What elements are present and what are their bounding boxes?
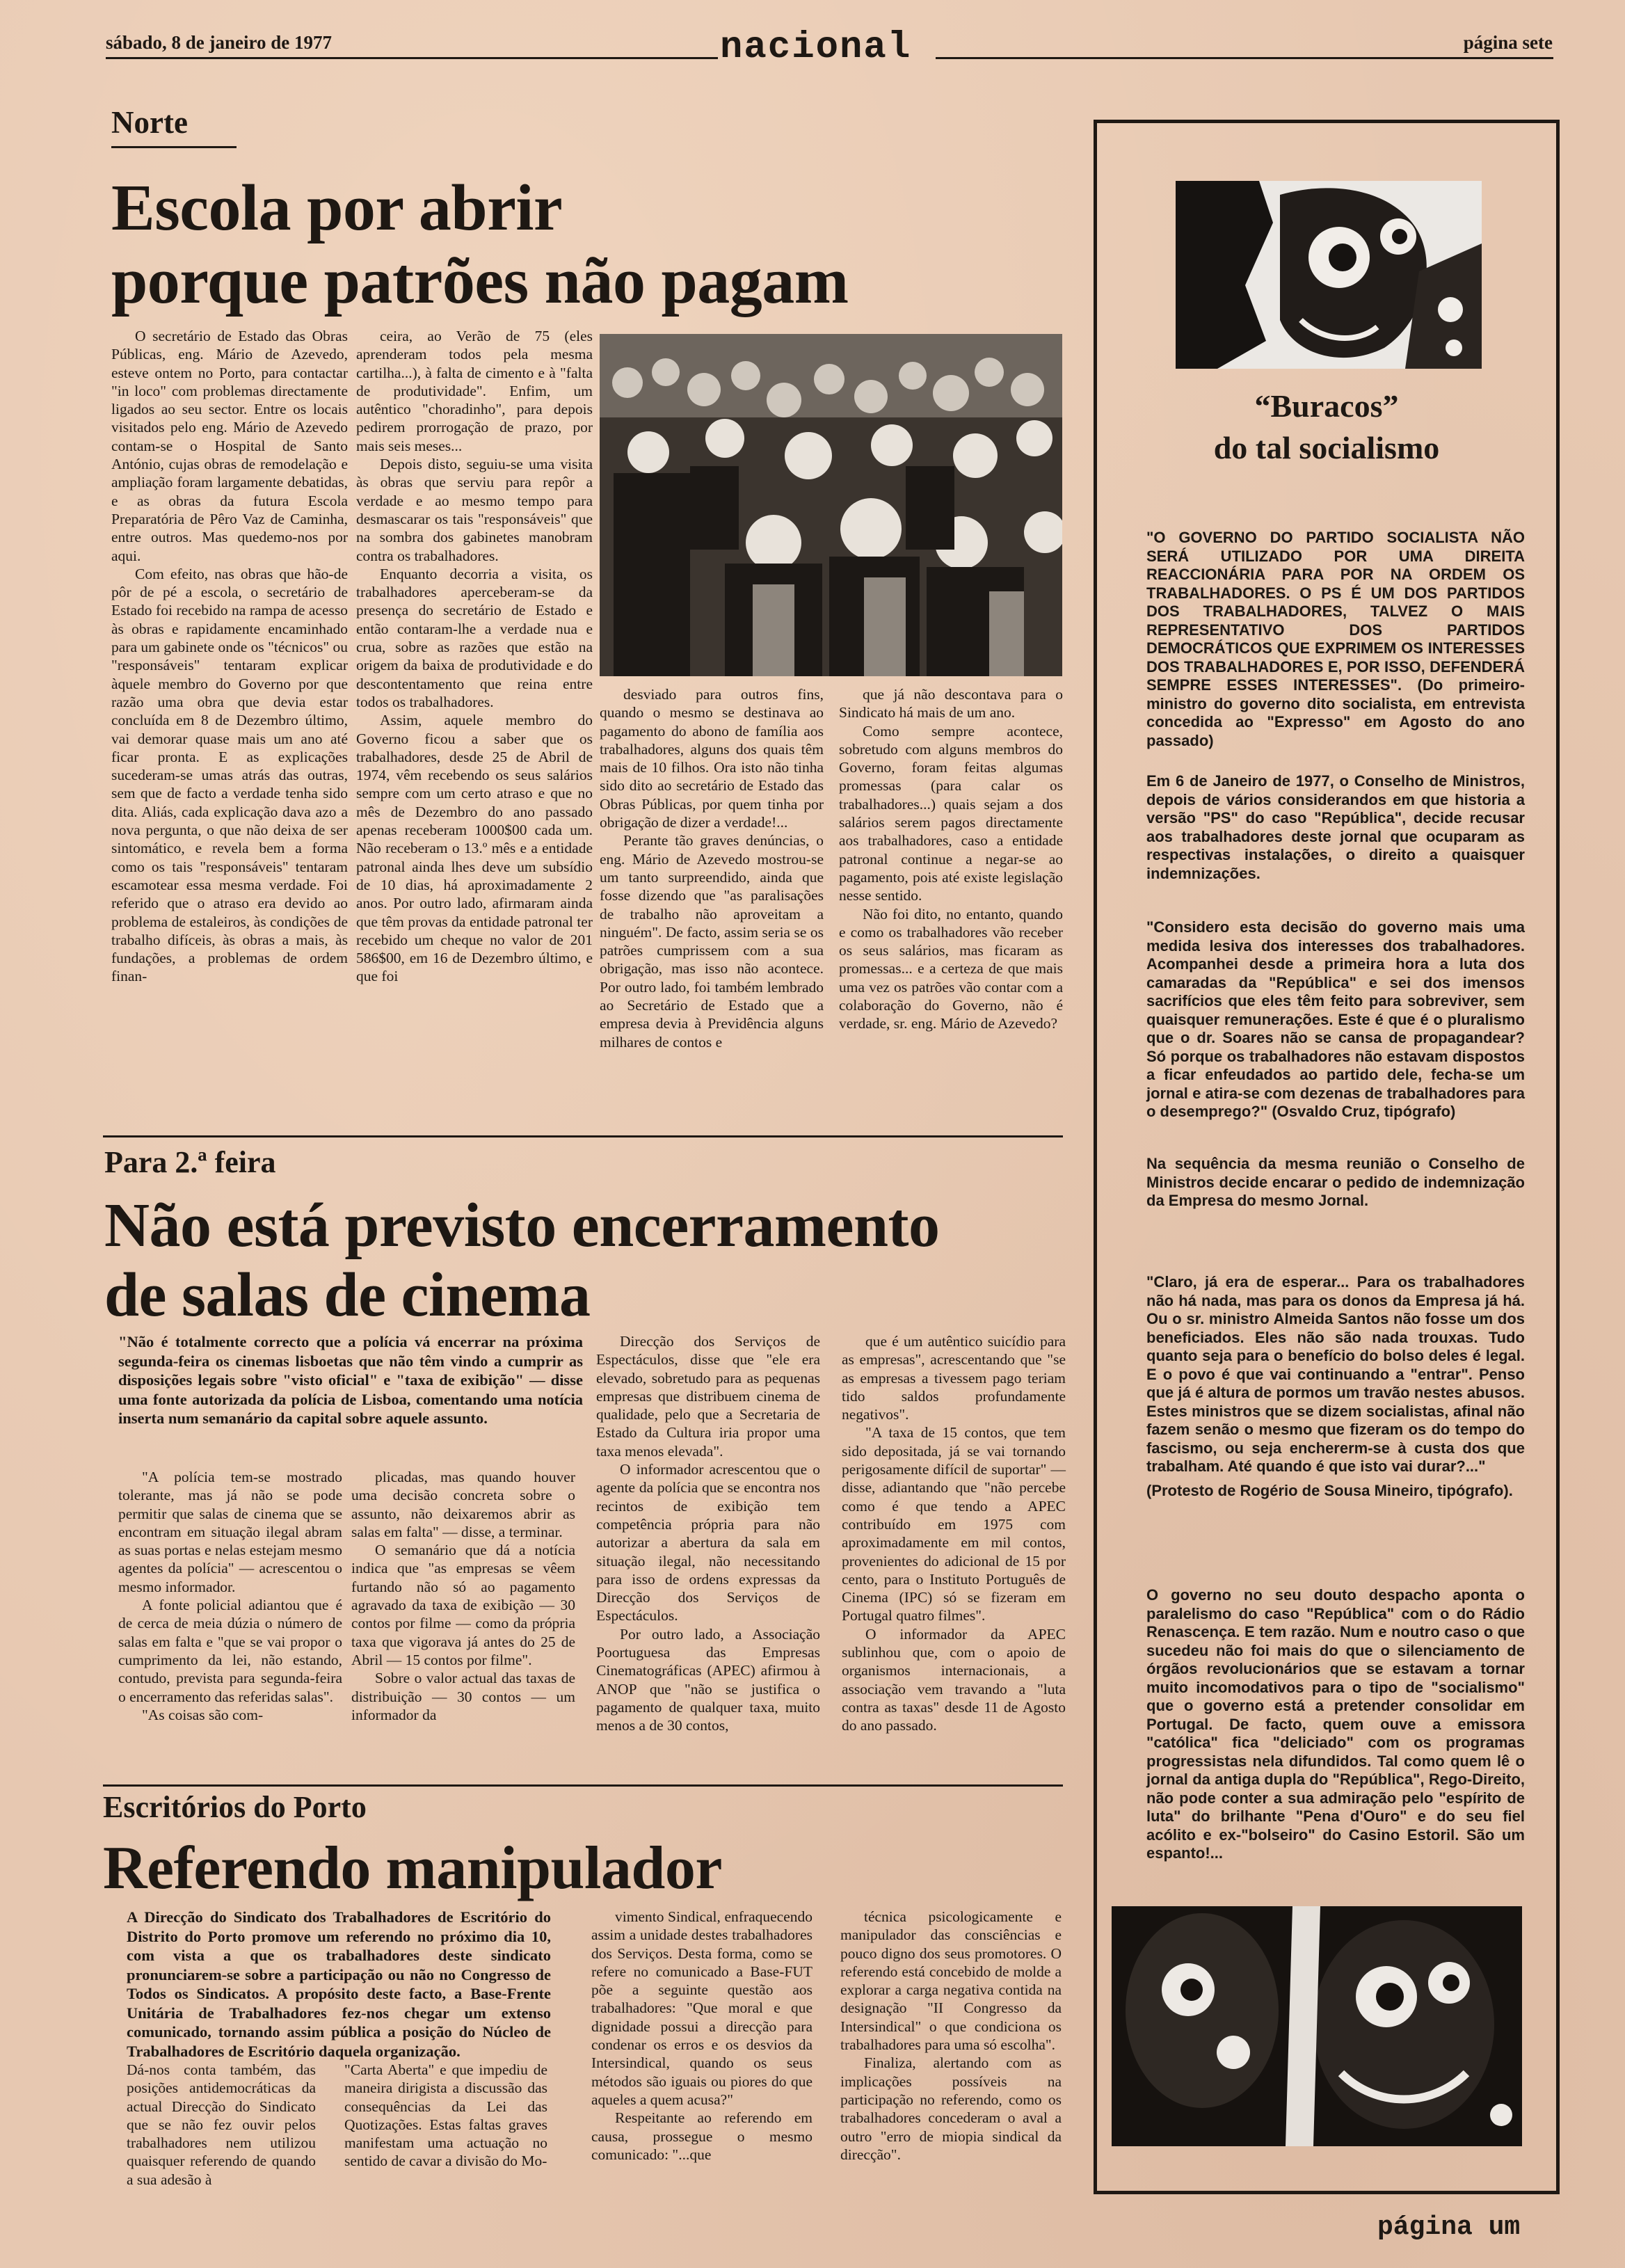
- cartoon-face-illustration: [1176, 181, 1482, 369]
- article1-column-2: ceira, ao Verão de 75 (eles aprenderam todos pela mesma cartilha...), à falta de cimento e à "falta de produtividade". Enfim, um autêntico "choradinho", para depois pedirem prorrogação de prazo, por mais seis meses... Depois disto, seguiu-se uma visita às obras que serviu para repôr a verdade e ao mesmo tempo para desmascarar os tais "responsáveis" que na sombra dos gabinetes manobram contra os trabalhadores. Enquanto decorria a visita, os trabalhadores aperceberam-se da presença do secretário de Estado e então contaram-lhe a verdade nua e crua, sobre as razões que estão na origem da baixa de produtividade e do descontentamento que reina entre todos os trabalhadores. Assim, aquele membro do Governo ficou a saber que os trabalhadores, desde 25 de Abril de 1974, vêm recebendo os seus salários sempre com um certo atraso e que no mês de Dezembro do ano passado apenas receberam 1000$00 cada um. Não receberam o 13.º mês e a entidade patronal ainda lhes deve um subsídio de 10 dias, há aproximadamente 2 anos. Por outro lado, afirmaram ainda que têm provas da entidade patronal ter recebido um cheque no valor de 201 586$00, em 16 de Dezembro último, e que foi: [356, 328, 593, 985]
- cartoon-face-icon: [1176, 181, 1482, 369]
- sidebar-title-line2: do tal socialismo: [1213, 430, 1440, 465]
- section-divider: [103, 1135, 1063, 1137]
- sidebar-paragraph-6: (Protesto de Rogério de Sousa Mineiro, tipógrafo).: [1146, 1482, 1513, 1499]
- article2-column-2: plicadas, mas quando houver uma decisão concreta sobre o assunto, não deixaremos abrir as salas em falta" — disse, a terminar. O semanário que dá a notícia indica que "as empresas se vêem furtando não só ao pagamento agravado da taxa de exibição — 30 contos por filme — como da própria taxa que vigorava já antes do 25 de Abril — 15 contos por filme". Sobre o valor actual das taxas de distribuição — 30 contos — um informador da: [351, 1469, 575, 1723]
- kicker-underline: [111, 146, 237, 148]
- article3-kicker: Escritórios do Porto: [103, 1790, 367, 1824]
- workers-photo: [600, 334, 1062, 676]
- sidebar-paragraph-2: Em 6 de Janeiro de 1977, o Conselho de Ministros, depois de vários considerandos em que historia a versão "PS" do caso "República", decide recusar aos trabalhadores deste jornal que ocuparam as respectivas instalações, o direito a quaisquer indemnizações.: [1146, 772, 1525, 882]
- sidebar-paragraph-7: O governo no seu douto despacho aponta o paralelismo do caso "República" com o do Rádio Renascença. E tem razão. Num e noutro caso o que sucedeu não foi mais do que o silenciamento de órgãos revolucionários que se estavam a tornar muito incomodativos para o tipo de "socialismo" que o governo está a pretender consolidar em Portugal. De facto, quem ouve a emissora "católica" fica "deliciado" com os programas progressistas nela difundidos. Tal como quem lê o jornal da antiga dupla do "República", Rego-Direito, não pode conter a sua admiração pelo "espírito de luta" do brilhante "Pena d'Ouro" e do seu fiel acólito e ex-"bolseiro" do Casino Estoril. São um espanto!...: [1146, 1586, 1525, 1862]
- article2-headline-line1: Não está previsto encerramento: [104, 1191, 940, 1260]
- sidebar-title-line1: “Buracos”: [1254, 388, 1399, 424]
- section-divider-2: [103, 1784, 1063, 1787]
- article2-column-3: Direcção dos Serviços de Espectáculos, disse que "ele era elevado, sobretudo para as pequenas empresas que distribuem cinema de qualidade, pelo que a Secretaria de Estado da Cultura iria propor uma taxa menos elevada". O informador acrescentou que o agente da polícia que se encontra nos recintos de exibição tem competência própria para não autorizar a abertura da sala em situação ilegal, não necessitando para isso de ordens expressas da Direcção dos Serviços de Espectáculos. Por outro lado, a Associação Poortuguesa das Empresas Cinematográficas (APEC) afirmou à ANOP que "não se justifica o pagamento de qualquer taxa, muito menos a de 30 contos,: [596, 1333, 820, 1734]
- cartoon-crowd-illustration: [1112, 1906, 1522, 2146]
- article3-column-2: "Carta Aberta" e que impediu de maneira dirigista a discussão das consequências da Lei das Quotizações. Estas faltas graves manifestam uma actuação no sentido de cavar a divisão do Mo-: [344, 2061, 547, 2170]
- article1-column-1: O secretário de Estado das Obras Públicas, eng. Mário de Azevedo, esteve ontem no Porto, para contactar "in loco" com problemas directamente ligados ao seu sector. Entre os locais visitados pelo eng. Mário de Azevedo contam-se o Hospital de Santo António, cujas obras de remodelação e ampliação foram largamente debatidas, e as obras da futura Escola Preparatória de Pêro Vaz de Caminha, entre outros. Mas quedemo-nos por aqui. Com efeito, nas obras que hão-de pôr de pé a escola, o secretário de Estado foi recebido na rampa de acesso às obras e rapidamente encaminhado para um gabinete onde os "técnicos" ou "responsáveis" tentaram explicar àquele membro do Governo por que razão uma obra que devia estar concluída em 8 de Dezembro último, vai demorar quase mais um ano até ficar pronta. E as explicações sucederam-se umas atrás das outras, sem que de facto a verdade tenha sido dita. Aliás, cada explicação dava azo a nova pergunta, o que não deixa de ser sintomático, e revela bem a forma como os tais "responsáveis" tentaram escamotear essa mesma verdade. Foi referido que o atraso era devido ao problema de estaleiros, às condições de trabalho difíceis, às obras a mais, às fundações, a problemas de ordem finan-: [111, 328, 348, 985]
- issue-date: sábado, 8 de janeiro de 1977: [106, 32, 333, 53]
- article3-column-4: técnica psicologicamente e manipulador das consciências e pouco digno dos seus promotores. O referendo está concebido de molde a explorar a carga negativa contida na designação "II Congresso da Intersindical" o que condiciona os trabalhadores para uma só escolha". Finaliza, alertando com as implicações possíveis na participação no referendo, como os trabalhadores concederam o aval a outro "erro de miopia sindical da direcção".: [840, 1908, 1062, 2163]
- article3-column-1: Dá-nos conta também, das posições antidemocráticas da actual Direcção do Sindicato que se não fez ouvir pelos trabalhadores nem utilizou quaisquer referendo de quando a sua adesão à: [127, 2061, 316, 2188]
- masthead-rule-right: [936, 57, 1553, 59]
- article2-column-4: que é um autêntico suicídio para as empresas", acrescentando que "se as empresas a tivessem pago teriam tido saldos profundamente negativos". "A taxa de 15 contos, que tem sido depositada, já se vai tornando perigosamente difícil de suportar" — disse, adiantando que "não percebe como é que tendo a APEC contribuído em 1975 com aproximadamente em mil contos, provenientes do adicional de 15 por cento, para o Instituto Português de Cinema (IPC) só se fizeram em Portugal quatro filmes". O informador da APEC sublinhou que, com o apoio de organismos internacionais, a associação vem travando a "luta contra as taxas" desde 11 de Agosto do ano passado.: [842, 1333, 1066, 1734]
- article3-lead: A Direcção do Sindicato dos Trabalhadores de Escritório do Distrito do Porto promove um referendo no próximo dia 10, com vista a que os trabalhadores deste sindicato pronunciarem-se sobre a participação ou não no Congresso de Todos os Sindicatos. A propósito deste facto, a Base-Frente Unitária de Trabalhadores fez-nos chegar um extenso comunicado, tornando assim pública a posição do Núcleo de Trabalhadores de Escritório daquela organização.: [127, 1908, 551, 2060]
- article3-headline: Referendo manipulador: [103, 1835, 722, 1902]
- sidebar-paragraph-3: "Considero esta decisão do governo mais uma medida lesiva dos interesses dos trabalhadores. Acompanhei desde a primeira hora a luta dos camaradas da "República" e sei dos imensos sacrifícios que eles têm feito para sobreviver, sem quaisquer remunerações. Este é que é o pluralismo que o dr. Soares não se cansa de propagandear? Só porque os trabalhadores não estavam dispostos a ficar enfeudados ao partido dele, fecha-se um jornal e atira-se com dezenas de trabalhadores para o desemprego?" (Osvaldo Cruz, tipógrafo): [1146, 918, 1525, 1120]
- sidebar-paragraph-5: "Claro, já era de esperar... Para os trabalhadores não há nada, mas para os donos da Empresa já há. Ou o sr. ministro Almeida Santos não fosse um dos beneficiados. Eles não são nada trouxas. Tudo quanto seja para o benefício do bolso deles é legal. E o povo é que vai continuando a "entrar". Penso que já é altura de pormos um travão nestes abusos. Estes ministros que se dizem socialistas, afinal não fazem senão o mesmo que fizeram os do tempo do fascismo, ou seja enchererm-se à custa dos que trabalham. Até quando é que isto vai durar?...": [1146, 1273, 1525, 1475]
- article1-headline-line1: Escola por abrir: [111, 172, 563, 244]
- crowd-photo-image: [600, 334, 1062, 676]
- masthead-rule-left: [106, 57, 718, 59]
- article2-kicker: Para 2.ª feira: [104, 1145, 276, 1179]
- article2-lead: "Não é totalmente correcto que a polícia vá encerrar na próxima segunda-feira os cinemas lisboetas que não têm vindo a cumprir as disposições legais sobre "visto oficial" e "taxa de exibição" — disse uma fonte autorizada da polícia de Lisboa, comentando uma notícia inserta num semanário da capital sobre aquele assunto.: [118, 1333, 583, 1427]
- sidebar-paragraph-4: Na sequência da mesma reunião o Conselho de Ministros decide encarar o pedido de indemnização da Empresa do mesmo Jornal.: [1146, 1155, 1525, 1209]
- article1-column-3: desviado para outros fins, quando o mesmo se destinava ao pagamento do abono de família aos trabalhadores, alguns dos quais têm mais de 10 filhos. Ora isto não tinha sido dito ao secretário de Estado das Obras Públicas, por quem tinha por obrigação de dizer a verdade!... Perante tão graves denúncias, o eng. Mário de Azevedo mostrou-se um tanto surpreendido, ainda que fosse dizendo que "as paralisações de trabalho não aproveitam a ninguém". De facto, assim seria se os patrões cumprissem com a sua obrigação, mas isso não acontece. Por outro lado, foi também lembrado ao Secretário de Estado que a empresa devia à Previdência alguns milhares de contos e: [600, 686, 824, 1051]
- article2-column-1: "A polícia tem-se mostrado tolerante, mas já não se pode permitir que salas de cinema que se encontram em situação ilegal abram as suas portas e nelas estejam mesmo agentes da polícia" — acrescentou o mesmo informador. A fonte policial adiantou que é de cerca de meia dúzia o número de salas em falta e "que se vai propor o cumprimento da lei, não estando, contudo, prevista para segunda-feira o encerramento das referidas salas". "As coisas são com-: [118, 1469, 342, 1723]
- article1-kicker: Norte: [111, 105, 188, 140]
- article1-column-4: que já não descontava para o Sindicato há mais de um ano. Como sempre acontece, sobretudo com alguns membros do Governo, foram feitas algumas promessas (para calar os trabalhadores...) quais sejam a dos salários serem pagos directamente aos trabalhadores, caso a entidade patronal continue a negar-se ao pagamento, pois até existe legislação nesse sentido. Não foi dito, no entanto, quando e como os trabalhadores vão receber os seus salários, mas ficaram as promessas... e a certeza de que mais uma vez os patrões vão contar com a colaboração do Governo, não é verdade, sr. eng. Mário de Azevedo?: [839, 686, 1063, 1032]
- page-number: página sete: [1463, 32, 1553, 53]
- continued-on-page-link[interactable]: página um: [1377, 2212, 1521, 2242]
- article2-headline-line2: de salas de cinema: [104, 1261, 591, 1329]
- cartoon-crowd-icon: [1112, 1906, 1522, 2146]
- section-title: nacional: [720, 26, 912, 69]
- sidebar-quote: "O GOVERNO DO PARTIDO SOCIALISTA NÃO SERÁ UTILIZADO POR UMA DIREITA REACCIONÁRIA PARA POR NA ORDEM OS TRABALHADORES. O PS É UM DOS PARTIDOS DOS TRABALHADORES, TALVEZ O MAIS REPRESENTATIVO DOS PARTIDOS DEMOCRÁTICOS QUE EXPRIMEM OS INTERESSES DOS TRABALHADORES E, POR ISSO, DEFENDERÁ SEMPRE ESSES INTERESSES". (Do primeiro-ministro do governo dito socialista, em entrevista concedida ao "Expresso" em Agosto do ano passado): [1146, 529, 1525, 749]
- article1-headline-line2: porque patrões não pagam: [111, 245, 849, 317]
- article3-column-3: vimento Sindical, enfraquecendo assim a unidade destes trabalhadores dos Serviços. Desta forma, como se refere no comunicado a Base-FUT põe a seguinte questão aos trabalhadores: "Que moral e que dignidade possui a direcção para condenar os erros e os desvios da Intersindical, quando os seus métodos são iguais ou piores do que aqueles a quem acusa?" Respeitante ao referendo em causa, prossegue o mesmo comunicado: "...que: [591, 1908, 812, 2163]
